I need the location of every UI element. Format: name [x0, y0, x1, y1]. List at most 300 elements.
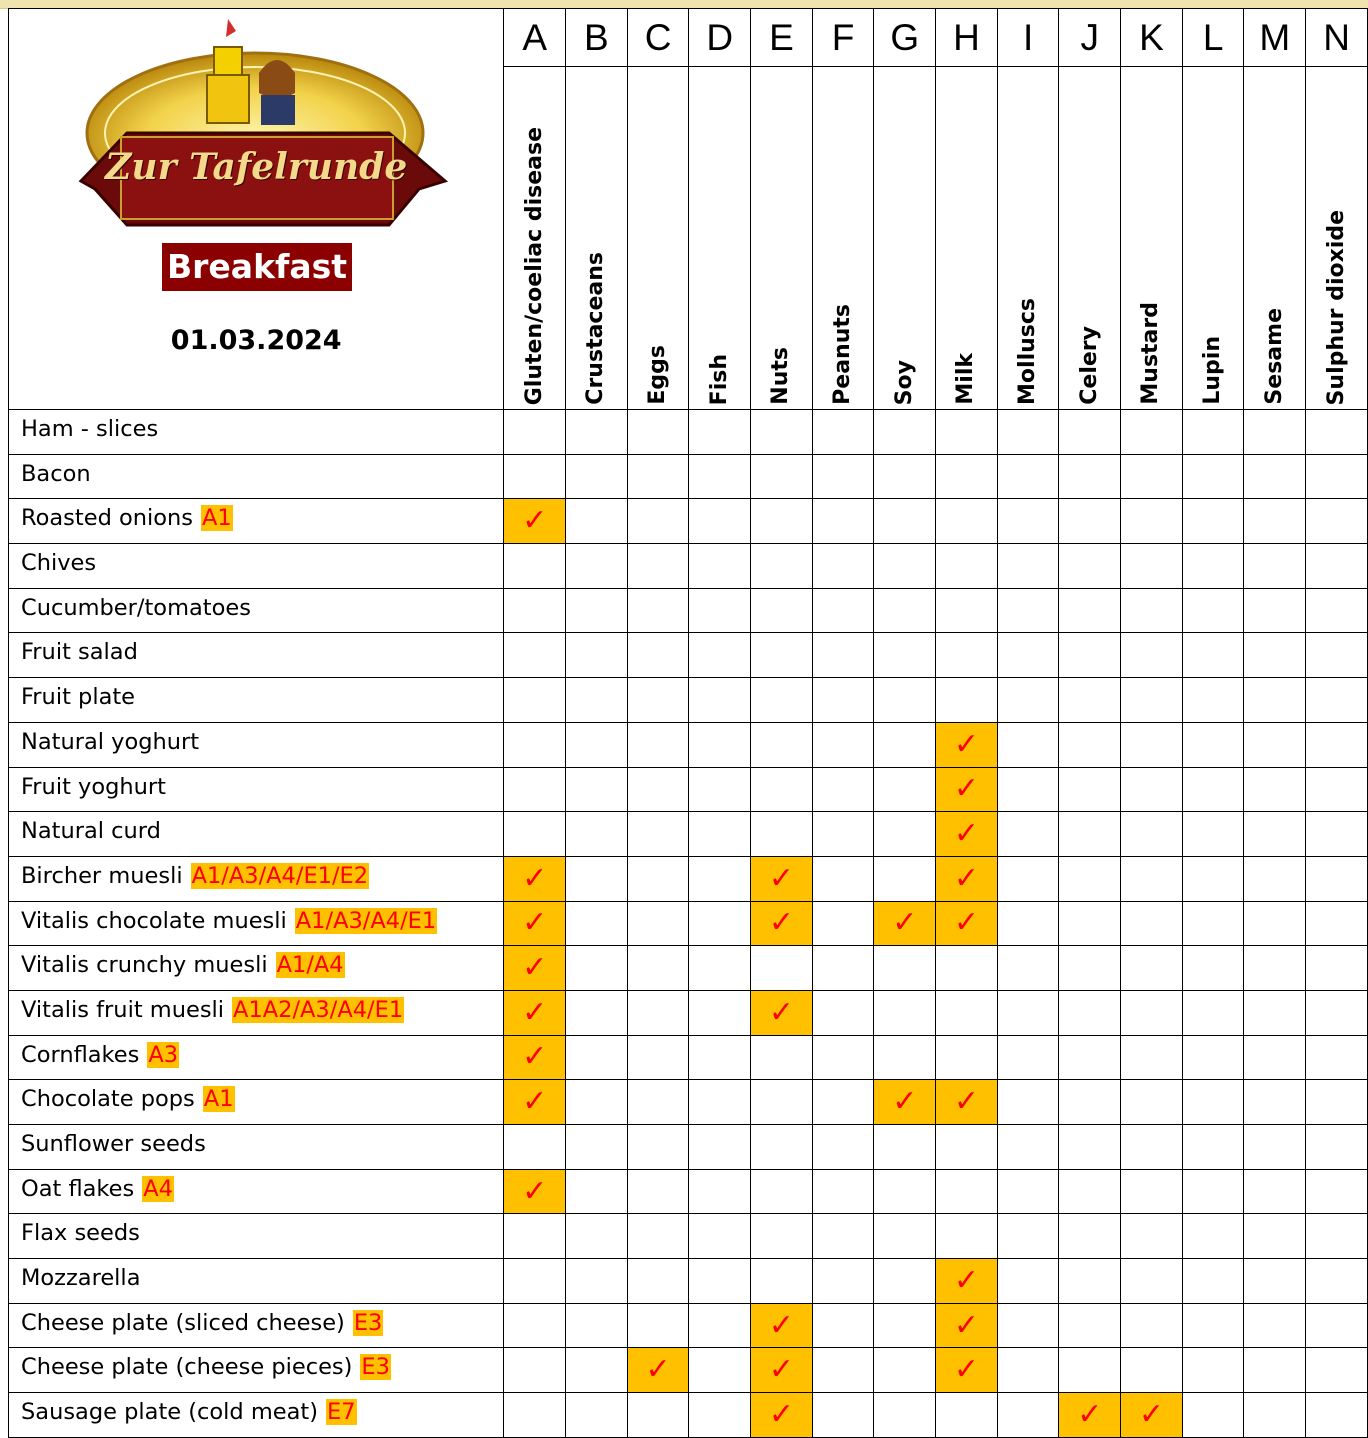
allergen-mark-n	[1306, 544, 1368, 589]
allergen-mark-g	[874, 767, 936, 812]
allergen-mark-d	[689, 901, 751, 946]
item-name-cell	[9, 1259, 504, 1304]
allergen-mark-i	[997, 1169, 1059, 1214]
allergen-mark-d	[689, 1348, 751, 1393]
allergen-mark-c	[627, 678, 689, 723]
allergen-mark-i	[997, 1393, 1059, 1438]
allergen-mark-m	[1244, 856, 1306, 901]
allergen-mark-h	[936, 1393, 998, 1438]
table-row	[9, 1080, 1368, 1125]
allergen-mark-i	[997, 1348, 1059, 1393]
allergen-name-cell	[689, 67, 751, 410]
allergen-mark-k	[1121, 1035, 1183, 1080]
allergen-mark-k	[1121, 1080, 1183, 1125]
item-name-cell	[9, 856, 504, 901]
allergen-letter-g: G	[874, 9, 936, 67]
allergen-mark-i	[997, 499, 1059, 544]
allergen-mark-i	[997, 812, 1059, 857]
allergen-mark-f	[812, 990, 874, 1035]
allergen-mark-c	[627, 722, 689, 767]
allergen-mark-g	[874, 1259, 936, 1304]
allergen-mark-f	[812, 633, 874, 678]
allergen-mark-h	[936, 588, 998, 633]
additive-code: A1/A3/A4/E1/E2	[191, 862, 369, 889]
allergen-mark-m	[1244, 454, 1306, 499]
allergen-name-cell	[627, 67, 689, 410]
allergen-mark-d	[689, 1393, 751, 1438]
allergen-name: Milk	[953, 353, 979, 405]
item-name-cell	[9, 1393, 504, 1438]
allergen-mark-d	[689, 1125, 751, 1170]
allergen-mark-l	[1182, 1214, 1244, 1259]
allergen-mark-h	[936, 901, 998, 946]
allergen-mark-a	[504, 1080, 566, 1125]
allergen-mark-b	[566, 588, 628, 633]
allergen-mark-j	[1059, 678, 1121, 723]
table-row	[9, 990, 1368, 1035]
allergen-mark-h	[936, 1169, 998, 1214]
allergen-mark-a	[504, 454, 566, 499]
allergen-mark-b	[566, 1125, 628, 1170]
allergen-name-cell	[1306, 67, 1368, 410]
allergen-mark-e	[751, 1259, 813, 1304]
allergen-mark-l	[1182, 856, 1244, 901]
allergen-mark-h	[936, 1348, 998, 1393]
allergen-mark-b	[566, 544, 628, 589]
allergen-mark-m	[1244, 1393, 1306, 1438]
allergen-mark-h	[936, 767, 998, 812]
allergen-mark-j	[1059, 1125, 1121, 1170]
allergen-mark-l	[1182, 901, 1244, 946]
allergen-mark-b	[566, 812, 628, 857]
menu-title: Breakfast	[162, 243, 352, 291]
table-row	[9, 901, 1368, 946]
allergen-mark-f	[812, 946, 874, 991]
allergen-mark-h	[936, 856, 998, 901]
check-icon: ✓	[522, 503, 548, 539]
item-name: Natural yoghurt	[21, 728, 200, 755]
item-name: Bircher muesli	[21, 862, 183, 889]
allergen-name-cell	[504, 67, 566, 410]
allergen-mark-j	[1059, 990, 1121, 1035]
allergen-mark-e	[751, 856, 813, 901]
allergen-letter-m: M	[1244, 9, 1306, 67]
allergen-mark-h	[936, 1125, 998, 1170]
item-name: Sunflower seeds	[21, 1131, 206, 1157]
allergen-mark-j	[1059, 1259, 1121, 1304]
allergen-mark-b	[566, 499, 628, 544]
check-icon: ✓	[768, 860, 795, 896]
item-name-cell	[9, 901, 504, 946]
allergen-mark-k	[1121, 1125, 1183, 1170]
allergen-mark-n	[1306, 1125, 1368, 1170]
allergen-mark-c	[627, 1035, 689, 1080]
allergen-mark-j	[1059, 1169, 1121, 1214]
allergen-mark-e	[751, 544, 813, 589]
allergen-mark-e	[751, 1393, 813, 1438]
allergen-mark-l	[1182, 1393, 1244, 1438]
allergen-mark-i	[997, 1259, 1059, 1304]
allergen-mark-b	[566, 767, 628, 812]
allergen-mark-a	[504, 990, 566, 1035]
allergen-mark-c	[627, 1125, 689, 1170]
allergen-mark-n	[1306, 812, 1368, 857]
allergen-mark-d	[689, 678, 751, 723]
allergen-mark-l	[1182, 767, 1244, 812]
additive-code: E7	[327, 1399, 356, 1426]
allergen-mark-k	[1121, 588, 1183, 633]
allergen-mark-i	[997, 544, 1059, 589]
allergen-mark-h	[936, 1214, 998, 1259]
allergen-mark-l	[1182, 722, 1244, 767]
allergen-mark-m	[1244, 722, 1306, 767]
table-row	[9, 1169, 1368, 1214]
table-row	[9, 588, 1368, 633]
allergen-mark-n	[1306, 1348, 1368, 1393]
table-row	[9, 1303, 1368, 1348]
allergen-name-cell	[997, 67, 1059, 410]
allergen-mark-b	[566, 1259, 628, 1304]
allergen-mark-n	[1306, 946, 1368, 991]
allergen-mark-g	[874, 901, 936, 946]
allergen-mark-c	[627, 454, 689, 499]
allergen-mark-j	[1059, 1080, 1121, 1125]
item-name: Sausage plate (cold meat)	[21, 1399, 319, 1426]
check-icon: ✓	[1138, 1396, 1165, 1432]
allergen-mark-k	[1121, 499, 1183, 544]
allergen-mark-e	[751, 1348, 813, 1393]
allergen-letter-i: I	[997, 9, 1059, 67]
allergen-mark-m	[1244, 767, 1306, 812]
allergen-mark-j	[1059, 856, 1121, 901]
allergen-name-cell	[812, 67, 874, 410]
allergen-mark-h	[936, 1303, 998, 1348]
allergen-mark-e	[751, 1303, 813, 1348]
allergen-letter-f: F	[812, 9, 874, 67]
allergen-mark-n	[1306, 588, 1368, 633]
allergen-mark-f	[812, 499, 874, 544]
allergen-mark-l	[1182, 1080, 1244, 1125]
table-row	[9, 1035, 1368, 1080]
allergen-mark-n	[1306, 722, 1368, 767]
allergen-mark-l	[1182, 990, 1244, 1035]
allergen-mark-c	[627, 856, 689, 901]
allergen-mark-k	[1121, 946, 1183, 991]
item-name-cell	[9, 499, 504, 544]
allergen-mark-j	[1059, 633, 1121, 678]
allergen-mark-n	[1306, 454, 1368, 499]
additive-code: A1	[202, 505, 232, 532]
allergen-mark-n	[1306, 901, 1368, 946]
allergen-mark-d	[689, 499, 751, 544]
allergen-mark-j	[1059, 1303, 1121, 1348]
item-name-cell	[9, 812, 504, 857]
allergen-mark-h	[936, 1080, 998, 1125]
allergen-mark-g	[874, 1348, 936, 1393]
check-icon: ✓	[953, 905, 980, 941]
allergen-letter-d: D	[689, 9, 751, 67]
allergen-letter-j: J	[1059, 9, 1121, 67]
table-row	[9, 633, 1368, 678]
allergen-letter-l: L	[1182, 9, 1244, 67]
allergen-mark-e	[751, 633, 813, 678]
allergen-mark-i	[997, 990, 1059, 1035]
allergen-mark-d	[689, 1214, 751, 1259]
allergen-mark-k	[1121, 633, 1183, 678]
item-name: Vitalis fruit muesli	[21, 996, 225, 1023]
allergen-mark-j	[1059, 588, 1121, 633]
allergen-mark-m	[1244, 1125, 1306, 1170]
allergen-mark-e	[751, 722, 813, 767]
allergen-mark-a	[504, 1169, 566, 1214]
allergen-name-cell	[936, 67, 998, 410]
allergen-mark-g	[874, 499, 936, 544]
allergen-mark-g	[874, 1080, 936, 1125]
allergen-name-cell	[1182, 67, 1244, 410]
item-name: Ham - slices	[21, 416, 159, 442]
allergen-mark-i	[997, 588, 1059, 633]
allergen-mark-b	[566, 722, 628, 767]
allergen-name: Crustaceans	[583, 252, 609, 405]
allergen-mark-l	[1182, 812, 1244, 857]
allergen-mark-n	[1306, 1303, 1368, 1348]
item-name-cell	[9, 1125, 504, 1170]
allergen-mark-a	[504, 678, 566, 723]
check-icon: ✓	[953, 1084, 980, 1120]
allergen-mark-k	[1121, 1259, 1183, 1304]
allergen-mark-m	[1244, 1035, 1306, 1080]
allergen-mark-a	[504, 1035, 566, 1080]
allergen-mark-n	[1306, 990, 1368, 1035]
table-row	[9, 499, 1368, 544]
allergen-name: Sesame	[1261, 308, 1287, 405]
allergen-mark-d	[689, 812, 751, 857]
item-name-cell	[9, 1303, 504, 1348]
allergen-name: Nuts	[768, 347, 794, 405]
allergen-mark-a	[504, 722, 566, 767]
allergen-mark-i	[997, 633, 1059, 678]
allergen-mark-b	[566, 678, 628, 723]
allergen-mark-b	[566, 1214, 628, 1259]
allergen-mark-k	[1121, 1214, 1183, 1259]
check-icon: ✓	[522, 950, 548, 986]
allergen-mark-b	[566, 1348, 628, 1393]
allergen-mark-a	[504, 1125, 566, 1170]
item-name-cell	[9, 1080, 504, 1125]
table-row	[9, 767, 1368, 812]
allergen-mark-j	[1059, 1348, 1121, 1393]
allergen-mark-a	[504, 856, 566, 901]
allergen-mark-f	[812, 410, 874, 455]
item-name: Chives	[21, 550, 97, 577]
allergen-mark-k	[1121, 544, 1183, 589]
allergen-mark-g	[874, 722, 936, 767]
check-icon: ✓	[1077, 1396, 1103, 1432]
allergen-name: Fish	[706, 353, 732, 405]
additive-code: A1	[203, 1086, 234, 1113]
allergen-mark-h	[936, 990, 998, 1035]
allergen-mark-a	[504, 588, 566, 633]
allergen-mark-f	[812, 1035, 874, 1080]
allergen-mark-i	[997, 1303, 1059, 1348]
allergen-mark-e	[751, 454, 813, 499]
allergen-mark-k	[1121, 901, 1183, 946]
item-name-cell	[9, 1348, 504, 1393]
allergen-name: Mustard	[1138, 302, 1164, 405]
item-name-cell	[9, 1035, 504, 1080]
check-icon: ✓	[953, 860, 980, 896]
allergen-mark-e	[751, 1125, 813, 1170]
allergen-mark-b	[566, 633, 628, 678]
allergen-mark-m	[1244, 901, 1306, 946]
check-icon: ✓	[768, 994, 795, 1030]
allergen-name: Eggs	[645, 345, 671, 405]
allergen-mark-j	[1059, 1214, 1121, 1259]
allergen-mark-d	[689, 946, 751, 991]
allergen-mark-e	[751, 1214, 813, 1259]
allergen-mark-f	[812, 1303, 874, 1348]
allergen-mark-e	[751, 410, 813, 455]
allergen-mark-h	[936, 812, 998, 857]
allergen-mark-f	[812, 1348, 874, 1393]
allergen-mark-g	[874, 1169, 936, 1214]
allergen-mark-g	[874, 1393, 936, 1438]
check-icon: ✓	[522, 1039, 548, 1075]
check-icon: ✓	[768, 1352, 795, 1388]
allergen-mark-k	[1121, 856, 1183, 901]
allergen-mark-d	[689, 856, 751, 901]
allergen-mark-g	[874, 544, 936, 589]
allergen-mark-k	[1121, 1303, 1183, 1348]
item-name-cell	[9, 946, 504, 991]
allergen-mark-n	[1306, 499, 1368, 544]
allergen-mark-m	[1244, 1303, 1306, 1348]
allergen-mark-b	[566, 856, 628, 901]
allergen-mark-l	[1182, 1303, 1244, 1348]
allergen-mark-m	[1244, 1169, 1306, 1214]
allergen-mark-e	[751, 1035, 813, 1080]
table-row	[9, 544, 1368, 589]
allergen-table	[8, 8, 1368, 1438]
allergen-mark-l	[1182, 499, 1244, 544]
allergen-mark-b	[566, 990, 628, 1035]
item-name: Fruit yoghurt	[21, 773, 166, 800]
allergen-mark-k	[1121, 767, 1183, 812]
allergen-name-cell	[566, 67, 628, 410]
allergen-mark-m	[1244, 499, 1306, 544]
allergen-mark-f	[812, 1259, 874, 1304]
menu-header	[9, 9, 504, 410]
allergen-mark-j	[1059, 722, 1121, 767]
allergen-mark-n	[1306, 767, 1368, 812]
check-icon: ✓	[892, 905, 918, 941]
check-icon: ✓	[645, 1352, 671, 1388]
additive-code: A1/A3/A4/E1	[295, 907, 437, 934]
allergen-mark-f	[812, 1125, 874, 1170]
allergen-mark-l	[1182, 1259, 1244, 1304]
allergen-mark-a	[504, 410, 566, 455]
allergen-mark-a	[504, 544, 566, 589]
allergen-letter-e: E	[751, 9, 813, 67]
allergen-mark-g	[874, 1214, 936, 1259]
allergen-name: Gluten/coeliac disease	[521, 126, 547, 405]
allergen-mark-i	[997, 678, 1059, 723]
allergen-mark-c	[627, 990, 689, 1035]
allergen-mark-i	[997, 1214, 1059, 1259]
allergen-letter-row	[9, 9, 1368, 67]
table-row	[9, 1214, 1368, 1259]
allergen-mark-l	[1182, 588, 1244, 633]
allergen-name: Soy	[891, 359, 917, 405]
allergen-mark-k	[1121, 722, 1183, 767]
item-name: Vitalis chocolate muesli	[21, 907, 287, 934]
table-row	[9, 856, 1368, 901]
allergen-mark-k	[1121, 990, 1183, 1035]
allergen-letter-c: C	[627, 9, 689, 67]
item-name: Oat flakes	[21, 1175, 135, 1202]
allergen-mark-i	[997, 1035, 1059, 1080]
table-row	[9, 410, 1368, 455]
allergen-mark-l	[1182, 1035, 1244, 1080]
allergen-mark-a	[504, 1348, 566, 1393]
allergen-name-cell	[1059, 67, 1121, 410]
allergen-mark-b	[566, 454, 628, 499]
allergen-mark-b	[566, 1080, 628, 1125]
allergen-mark-f	[812, 1214, 874, 1259]
allergen-mark-k	[1121, 812, 1183, 857]
allergen-mark-n	[1306, 633, 1368, 678]
allergen-mark-d	[689, 588, 751, 633]
allergen-mark-m	[1244, 544, 1306, 589]
allergen-mark-j	[1059, 544, 1121, 589]
allergen-mark-c	[627, 588, 689, 633]
check-icon: ✓	[953, 816, 980, 852]
allergen-mark-d	[689, 767, 751, 812]
allergen-mark-c	[627, 1393, 689, 1438]
allergen-mark-a	[504, 1303, 566, 1348]
item-name-cell	[9, 454, 504, 499]
allergen-mark-k	[1121, 678, 1183, 723]
item-name: Fruit salad	[21, 639, 138, 666]
allergen-name: Lupin	[1200, 336, 1226, 405]
allergen-mark-e	[751, 678, 813, 723]
allergen-mark-h	[936, 633, 998, 678]
table-row	[9, 678, 1368, 723]
allergen-mark-e	[751, 499, 813, 544]
item-name: Roasted onions	[21, 505, 194, 532]
allergen-mark-g	[874, 1035, 936, 1080]
allergen-mark-m	[1244, 1348, 1306, 1393]
allergen-mark-d	[689, 1035, 751, 1080]
allergen-mark-i	[997, 410, 1059, 455]
allergen-mark-g	[874, 588, 936, 633]
allergen-name-cell	[1244, 67, 1306, 410]
allergen-mark-e	[751, 767, 813, 812]
item-name: Natural curd	[21, 818, 161, 845]
allergen-mark-e	[751, 946, 813, 991]
allergen-name-cell	[874, 67, 936, 410]
allergen-mark-k	[1121, 1348, 1183, 1393]
allergen-mark-l	[1182, 633, 1244, 678]
allergen-mark-a	[504, 946, 566, 991]
item-name-cell	[9, 1169, 504, 1214]
allergen-mark-n	[1306, 856, 1368, 901]
allergen-mark-g	[874, 1303, 936, 1348]
allergen-mark-m	[1244, 946, 1306, 991]
allergen-mark-a	[504, 901, 566, 946]
allergen-mark-c	[627, 946, 689, 991]
item-name-cell	[9, 633, 504, 678]
